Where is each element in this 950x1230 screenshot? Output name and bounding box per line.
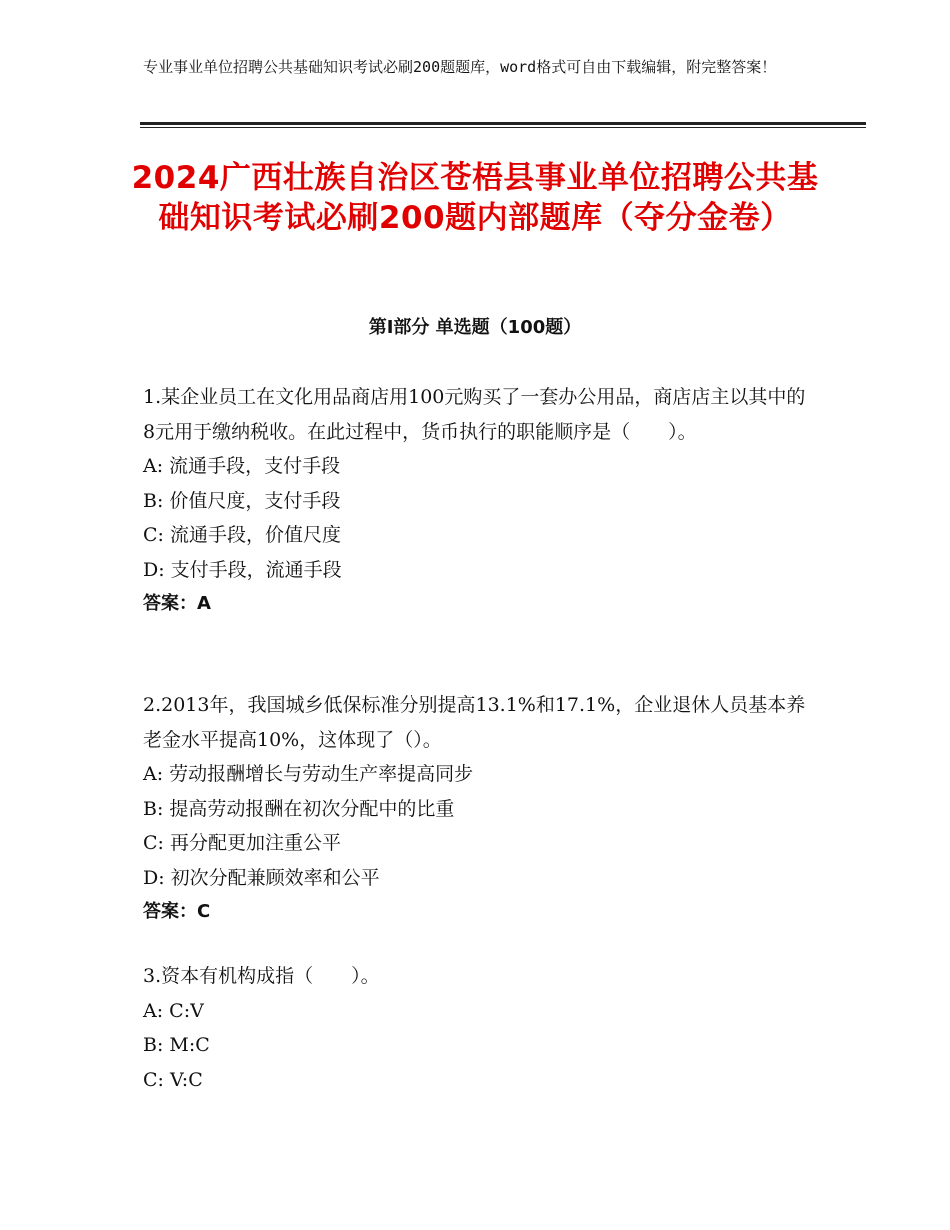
option-c: C: V:C [143, 1068, 203, 1091]
question-3 [143, 959, 813, 1097]
header-divider-thick [140, 122, 866, 125]
option-d: D: 支付手段，流通手段 [143, 558, 342, 581]
question-stem: 3.资本有机构成指（ ）。 [143, 965, 380, 987]
option-a: A: 流通手段，支付手段 [143, 455, 341, 477]
header-note: 专业事业单位招聘公共基础知识考试必刷200题题库，word格式可自由下载编辑，附完整答案！ [143, 58, 777, 76]
question-stem: 1.某企业员工在文化用品商店用100元购买了一套办公用品，商店店主以其中的8元用于缴纳税收。在此过程中，货币执行的职能顺序是（ ）。 [143, 386, 806, 443]
answer-label: 答案：A [143, 593, 211, 614]
option-c: C: 再分配更加注重公平 [143, 832, 341, 854]
question-1 [143, 380, 813, 622]
section-title: 第I部分 单选题（100题） [368, 317, 582, 338]
header-divider-thin [140, 127, 866, 128]
option-b: B: M:C [143, 1034, 210, 1056]
option-a: A: 劳动报酬增长与劳动生产率提高同步 [143, 763, 474, 785]
document-title: 2024广西壮族自治区苍梧县事业单位招聘公共基础知识考试必刷200题内部题库（夺分金卷） [131, 160, 819, 236]
option-d: D: 初次分配兼顾效率和公平 [143, 866, 380, 889]
option-b: B: 价值尺度，支付手段 [143, 489, 341, 512]
question-stem: 2.2013年，我国城乡低保标准分别提高13.1%和17.1%，企业退休人员基本养老金水平提高10%，这体现了（）。 [143, 694, 806, 751]
option-a: A: C:V [143, 999, 204, 1022]
question-2 [143, 688, 813, 930]
answer-label: 答案：C [143, 901, 211, 922]
option-c: C: 流通手段，价值尺度 [143, 524, 341, 546]
option-b: B: 提高劳动报酬在初次分配中的比重 [143, 797, 455, 820]
